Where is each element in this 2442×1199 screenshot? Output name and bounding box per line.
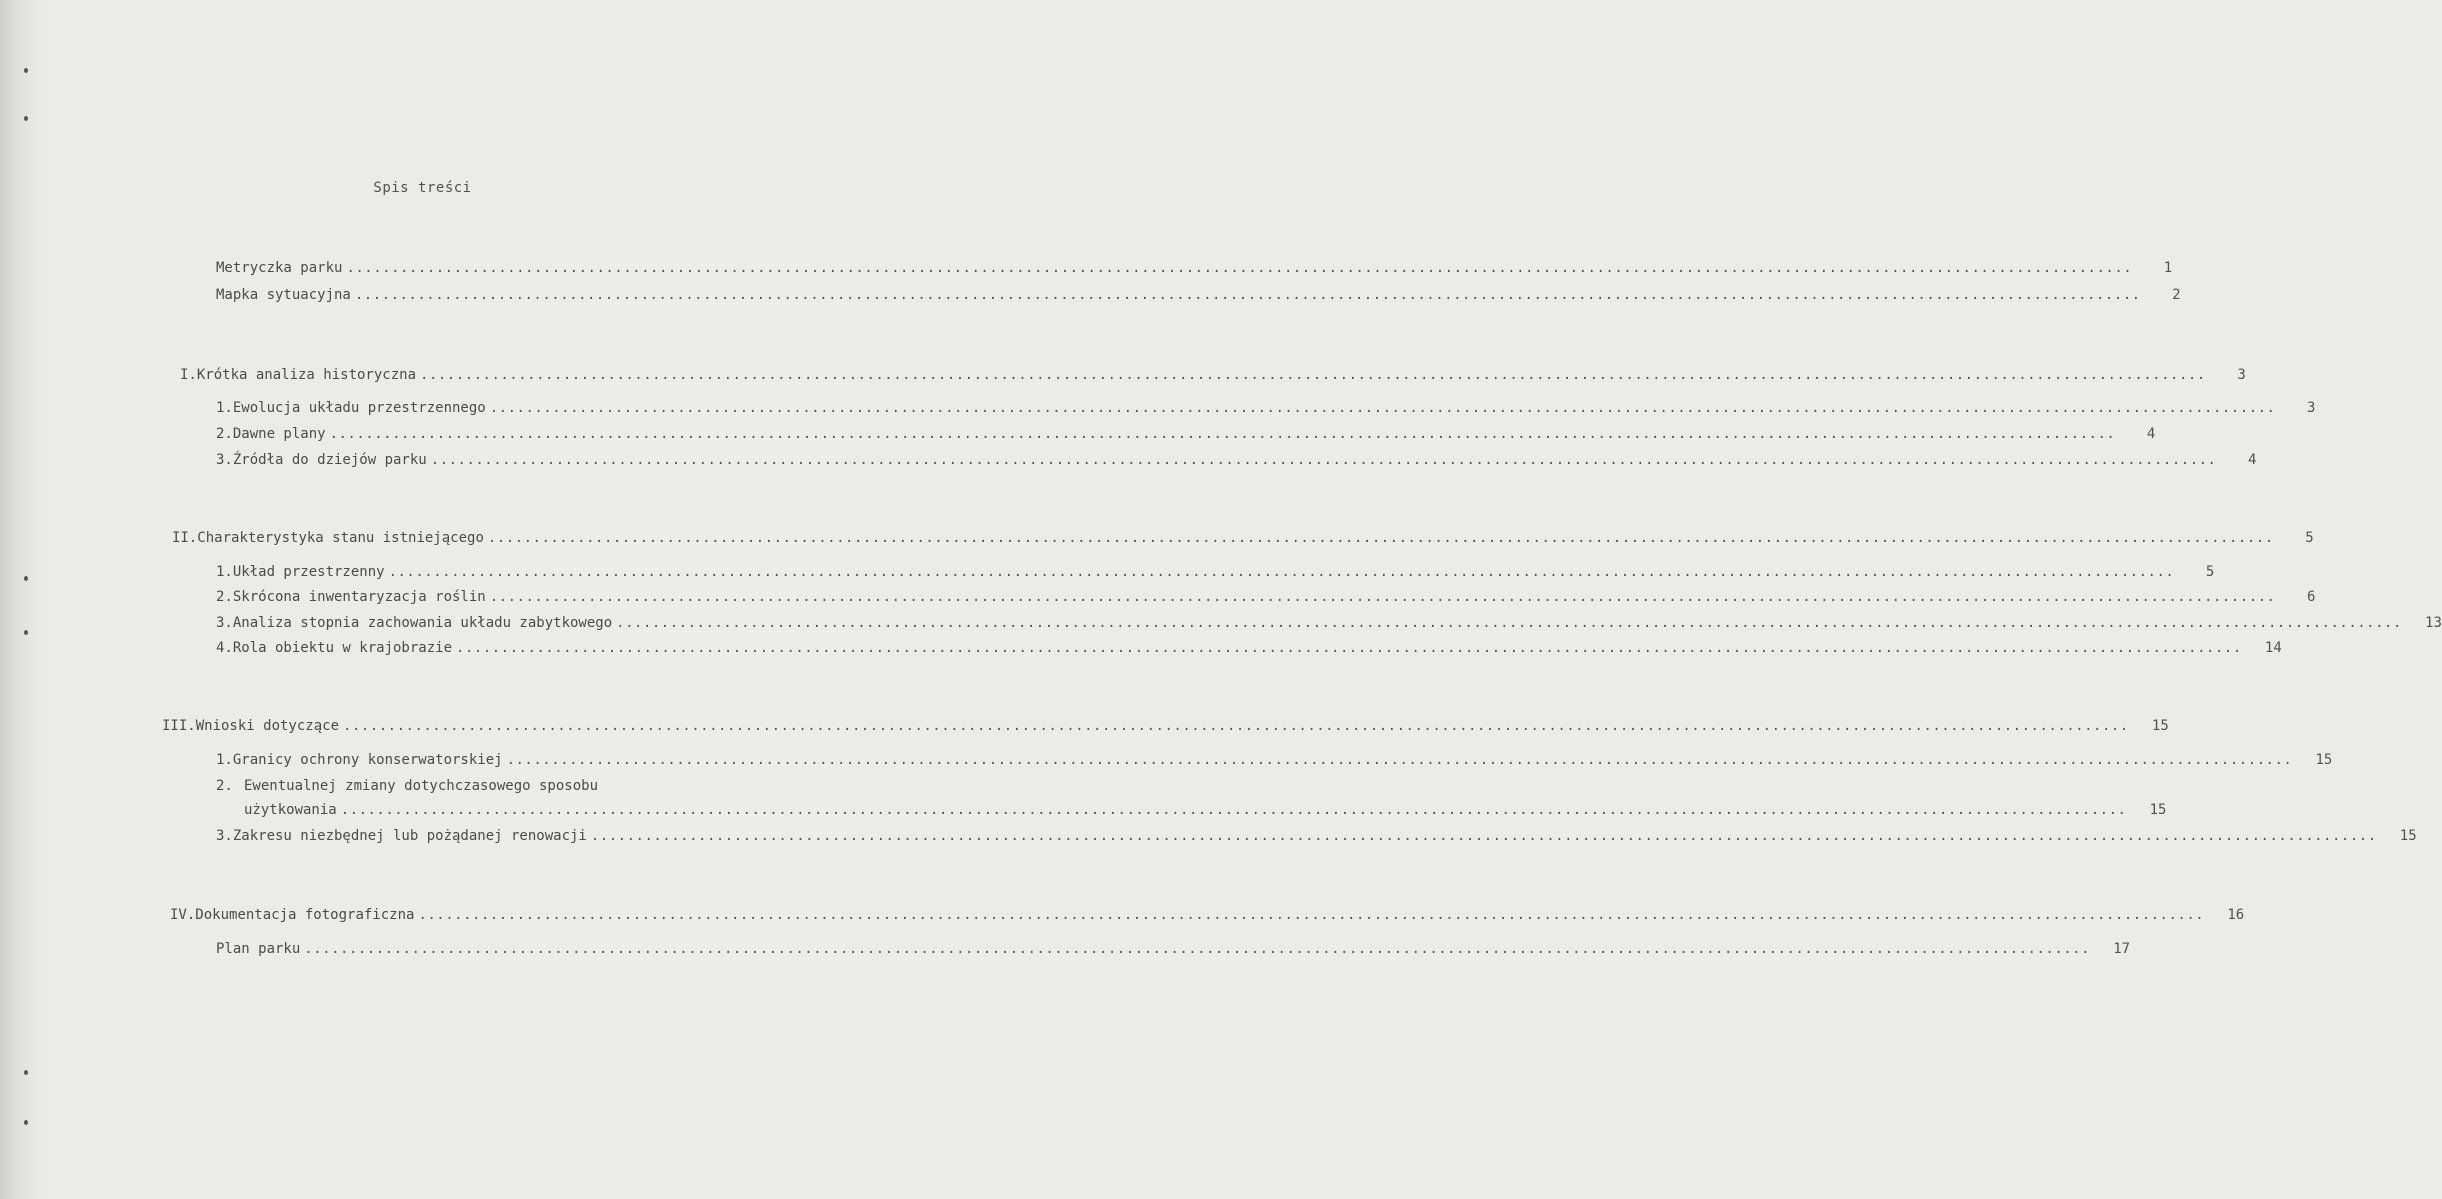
- toc-entry: [216, 562, 2215, 582]
- toc-entry-page: 13: [2425, 615, 2442, 631]
- leader-dots: ........................................................................................................................................................................................................: [346, 260, 2133, 276]
- item-number: 3.: [216, 828, 233, 844]
- item-number: 2.: [216, 589, 233, 605]
- item-number: 4.: [216, 640, 233, 656]
- toc-entry-page: 14: [2264, 640, 2282, 656]
- toc-entry: [216, 258, 2173, 278]
- toc-entry-label: Układ przestrzenny: [232, 564, 385, 580]
- toc-entry: [216, 450, 2257, 470]
- leader-dots: ........................................................................................................................................................................................................: [420, 367, 2206, 383]
- leader-dots: ........................................................................................................................................................................................................: [489, 589, 2276, 605]
- toc-entry-page: 17: [2113, 941, 2131, 957]
- toc-entry: [216, 587, 2316, 607]
- toc-entry-label: Ewentualnej zmiany dotychczasowego sposobu: [244, 778, 599, 794]
- toc-entry-label: Źródła do dziejów parku: [232, 452, 427, 468]
- leader-dots: ........................................................................................................................................................................................................: [590, 828, 2377, 844]
- item-number: 2.: [216, 426, 233, 442]
- punch-hole: [24, 1070, 28, 1075]
- item-number: 3.: [216, 452, 233, 468]
- leader-dots: ........................................................................................................................................................................................................: [340, 802, 2127, 818]
- toc-entry-page: 5: [2205, 564, 2215, 580]
- toc-entry: [216, 285, 2181, 305]
- item-number: 2.: [216, 778, 233, 794]
- toc-entry-label: Plan parku: [216, 941, 301, 957]
- leader-dots: ........................................................................................................................................................................................................: [430, 452, 2217, 468]
- toc-entry-page: 3: [2307, 400, 2316, 416]
- item-number: 1.: [216, 564, 233, 580]
- toc-entry-label: Granicy ochrony konserwatorskiej: [232, 752, 503, 768]
- toc-entry-page: 15: [2315, 752, 2333, 768]
- leader-dots: ........................................................................................................................................................................................................: [456, 640, 2242, 656]
- item-number: 1.: [216, 400, 233, 416]
- leader-dots: ........................................................................................................................................................................................................: [489, 400, 2276, 416]
- leader-dots: ........................................................................................................................................................................................................: [304, 941, 2091, 957]
- item-number: 1.: [216, 752, 233, 768]
- toc-entry-page: 15: [2151, 718, 2169, 734]
- leader-dots: ........................................................................................................................................................................................................: [506, 752, 2293, 768]
- toc-entry: [216, 613, 2442, 633]
- toc-entry: [216, 750, 2333, 770]
- toc-entry: [216, 826, 2417, 846]
- toc-section: [180, 365, 2246, 385]
- item-number: 3.: [216, 615, 233, 631]
- leader-dots: ........................................................................................................................................................................................................: [388, 564, 2175, 580]
- page-title: Spis treści: [373, 180, 472, 196]
- leader-dots: ........................................................................................................................................................................................................: [343, 718, 2129, 734]
- toc-entry-label: Dokumentacja fotograficzna: [195, 907, 415, 923]
- toc-entry-page: 15: [2399, 828, 2417, 844]
- punch-hole: [24, 68, 28, 73]
- toc-section: [172, 528, 2314, 548]
- toc-entry-label: użytkowania: [244, 802, 337, 818]
- toc-entry-page: 4: [2248, 452, 2257, 468]
- leader-dots: ........................................................................................................................................................................................................: [354, 287, 2141, 303]
- toc-entry-page: 5: [2305, 530, 2314, 546]
- punch-hole: [24, 630, 28, 635]
- toc-entry-label: Krótka analiza historyczna: [196, 367, 417, 383]
- toc-entry-multiline: [216, 776, 598, 796]
- toc-entry-page: 1: [2163, 260, 2173, 276]
- toc-entry-page: 15: [2149, 802, 2167, 818]
- toc-entry-label: Ewolucja układu przestrzennego: [232, 400, 486, 416]
- section-number: I.: [180, 367, 197, 383]
- toc-entry-label: Dawne plany: [232, 426, 326, 442]
- toc-entry-label: Zakresu niezbędnej lub pożądanej renowacji: [232, 828, 587, 844]
- toc-entry-label: Skrócona inwentaryzacja roślin: [232, 589, 486, 605]
- toc-entry-page: 2: [2172, 287, 2181, 303]
- section-number: IV.: [170, 907, 196, 923]
- section-number: III.: [162, 718, 196, 734]
- toc-entry: [216, 424, 2156, 444]
- toc-entry: [244, 800, 2167, 820]
- toc-entry-label: Rola obiektu w krajobrazie: [232, 640, 453, 656]
- toc-section: [162, 716, 2169, 736]
- punch-hole: [24, 576, 28, 581]
- leader-dots: ........................................................................................................................................................................................................: [616, 615, 2402, 631]
- toc-entry: [216, 939, 2131, 959]
- toc-entry-label: Metryczka parku: [216, 260, 343, 276]
- toc-entry-label: Charakterystyka stanu istniejącego: [197, 530, 484, 546]
- toc-entry-label: Wnioski dotyczące: [195, 718, 340, 734]
- toc-entry-label: Mapka sytuacyjna: [216, 287, 351, 303]
- toc-entry-page: 3: [2237, 367, 2246, 383]
- toc-entry: [216, 398, 2316, 418]
- leader-dots: ........................................................................................................................................................................................................: [418, 907, 2205, 923]
- section-number: II.: [172, 530, 198, 546]
- toc-entry-page: 4: [2146, 426, 2156, 442]
- toc-entry-page: 6: [2307, 589, 2316, 605]
- punch-hole: [24, 1120, 28, 1125]
- leader-dots: ........................................................................................................................................................................................................: [329, 426, 2116, 442]
- toc-entry-page: 16: [2227, 907, 2245, 923]
- toc-section: [170, 905, 2245, 925]
- punch-hole: [24, 116, 28, 121]
- toc-entry-label: Analiza stopnia zachowania układu zabytkowego: [232, 615, 613, 631]
- leader-dots: ........................................................................................................................................................................................................: [487, 530, 2274, 546]
- toc-entry: [216, 638, 2282, 658]
